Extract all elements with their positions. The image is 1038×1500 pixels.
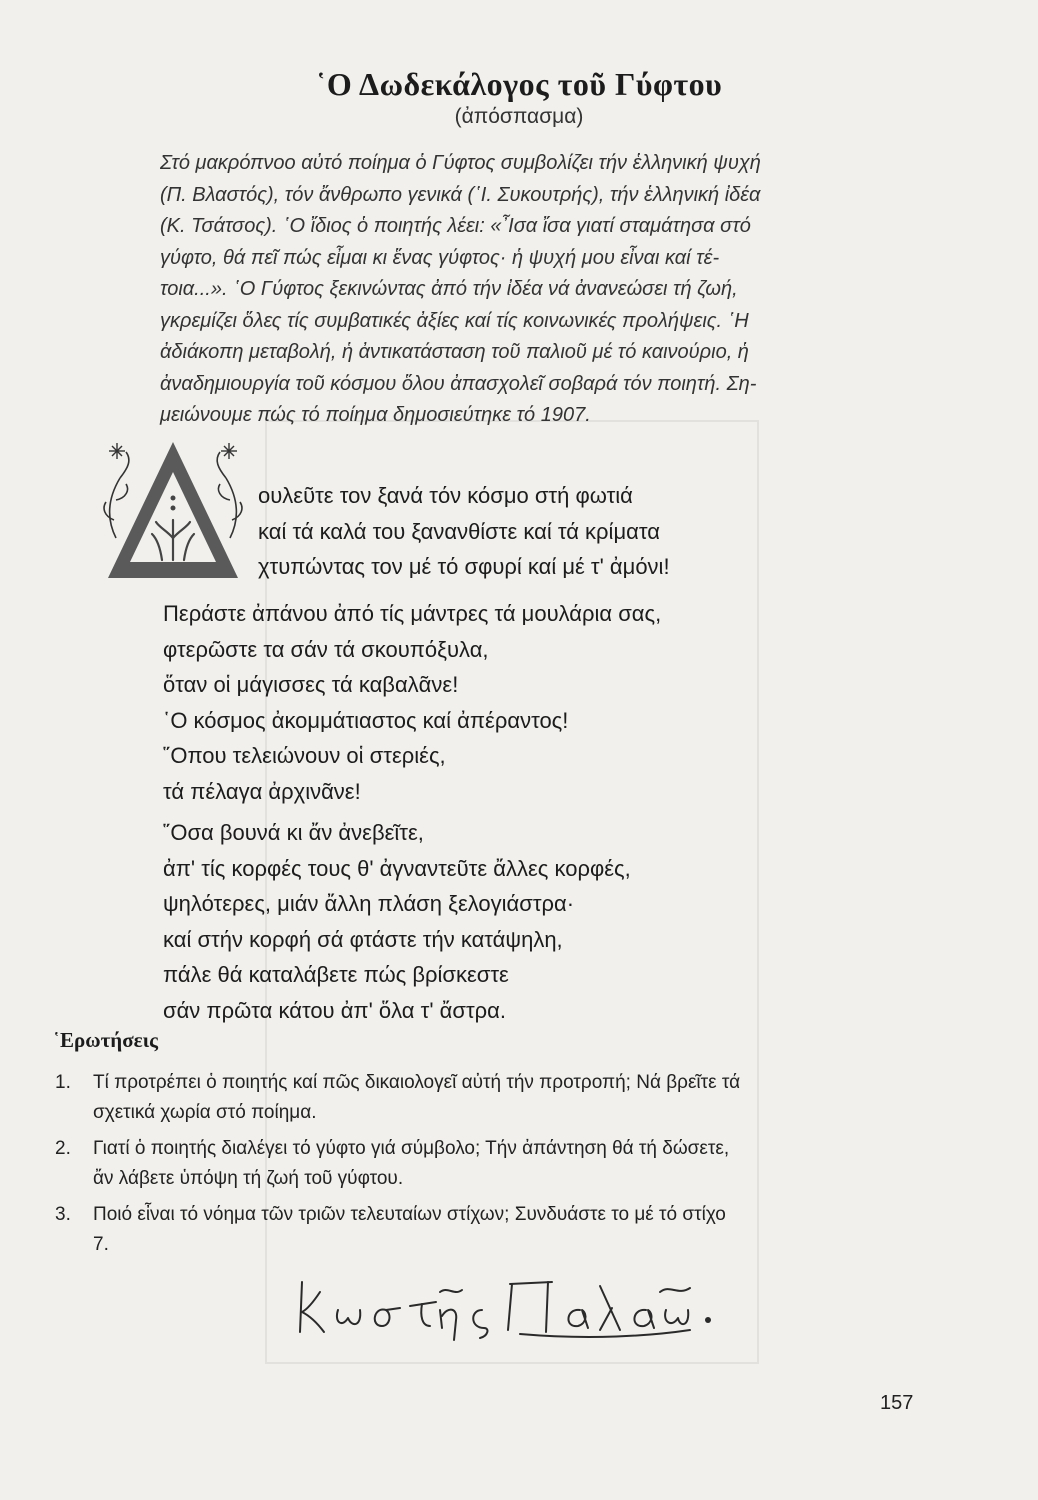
question-line: Τί προτρέπει ὁ ποιητής καί πῶς δικαιολογεῖ αὐτή τήν προτροπή; Νά βρεῖτε τά [93,1072,741,1093]
intro-line: Στό μακρόπνοο αὐτό ποίημα ὁ Γύφτος συμβολίζει τήν ἑλληνική ψυχή [160,152,761,174]
poem-title: ῾Ο Δωδεκάλογος τοῦ Γύφτου [315,66,723,102]
question-item [55,1134,925,1194]
question-number: 2. [55,1138,71,1159]
poem-stanza-3 [163,815,631,1028]
intro-line: (Π. Βλαστός), τόν ἄνθρωπο γενικά (῾Ι. Συκουτρής), τήν ἑλληνική ἰδέα [160,183,761,206]
poem-stanza-2 [163,596,661,809]
question-item [55,1200,925,1260]
intro-line: ἀναδημιουργία τοῦ κόσμου ὅλου ἀπασχολεῖ σοβαρά τόν ποιητή. Ση- [160,372,757,395]
page-number: 157 [880,1392,914,1414]
poem-line: καί στήν κορφή σά φτάστε τήν κατάψηλη, [163,926,563,952]
intro-line: γκρεμίζει ὅλες τίς συμβατικές ἀξίες καί τίς κοινωνικές προλήψεις. ῾Η [160,309,749,332]
intro-paragraph [160,148,920,432]
poem-line: πάλε θά καταλάβετε πώς βρίσκεστε [163,962,509,987]
poem-line: ῾Ο κόσμος ἀκομμάτιαστος καί ἀπέραντος! [163,707,569,733]
poem-line: φτερῶστε τα σάν τά σκουπόξυλα, [163,636,489,662]
question-item [55,1068,925,1128]
poem-line: ἀπ' τίς κορφές τους θ' ἀγναντεῦτε ἄλλες κορφές, [163,855,631,881]
poem-line: ῞Οσα βουνά κι ἄν ἀνεβεῖτε, [163,820,424,845]
question-line: 7. [93,1234,109,1255]
question-line: Γιατί ὁ ποιητής διαλέγει τό γύφτο γιά σύμβολο; Τήν ἀπάντηση θά τή δώσετε, [93,1138,730,1159]
questions-heading: ῾Ερωτήσεις [53,1028,158,1052]
poem-line: σάν πρῶτα κάτου ἀπ' ὅλα τ' ἄστρα. [163,997,506,1023]
intro-line: ἀδιάκοπη μεταβολή, ἡ ἀντικατάσταση τοῦ παλιοῦ μέ τό καινούριο, ἡ [160,341,749,363]
intro-line: μειώνουμε πώς τό ποίημα δημοσιεύτηκε τό 1907. [160,404,591,426]
poem-line: ῞Οπου τελειώνουν οἱ στεριές, [163,743,446,768]
poem-line: ψηλότερες, μιάν ἄλλη πλάση ξελογιάστρα· [163,891,575,916]
question-number: 3. [55,1204,71,1225]
poem-line: καί τά καλά του ξανανθίστε καί τά κρίματα [258,518,660,544]
poem-stanza-1 [258,478,670,585]
intro-line: (Κ. Τσάτσος). ῾Ο ἴδιος ὁ ποιητής λέει: «῏Ισα ἴσα γιατί σταμάτησα στό [160,215,751,237]
question-line: σχετικά χωρία στό ποίημα. [93,1102,317,1123]
poem-line: ουλεῦτε τον ξανά τόν κόσμο στή φωτιά [258,483,633,508]
signature-text: Κωστῆς Παλαμᾶς [290,1270,298,1271]
poem-line: ὅταν οἱ μάγισσες τά καβαλᾶνε! [163,672,459,697]
poem-subtitle: (ἀπόσπασμα) [454,105,584,128]
question-line: ἄν λάβετε ὑπόψη τή ζωή τοῦ γύφτου. [93,1168,404,1189]
intro-line: γύφτο, θά πεῖ πώς εἶμαι κι ἕνας γύφτος· ἡ ψυχή μου εἶναι καί τέ- [160,246,720,269]
handwritten-signature [290,1270,730,1350]
intro-line: τοια...». ῾Ο Γύφτος ξεκινώντας ἀπό τήν ἰδέα νά ἀνανεώσει τή ζωή, [160,278,738,300]
poem-line: τά πέλαγα ἀρχινᾶνε! [163,778,361,804]
question-line: Ποιό εἶναι τό νόημα τῶν τριῶν τελευταίων στίχων; Συνδυάστε το μέ τό στίχο [93,1204,726,1225]
question-number: 1. [55,1072,71,1093]
questions-list [55,1068,925,1266]
poem-line: Περάστε ἀπάνου ἀπό τίς μάντρες τά μουλάρια σας, [163,601,662,626]
drop-cap-delta-icon [98,438,248,583]
poem-line: χτυπώντας τον μέ τό σφυρί καί μέ τ' ἀμόνι! [258,554,670,579]
